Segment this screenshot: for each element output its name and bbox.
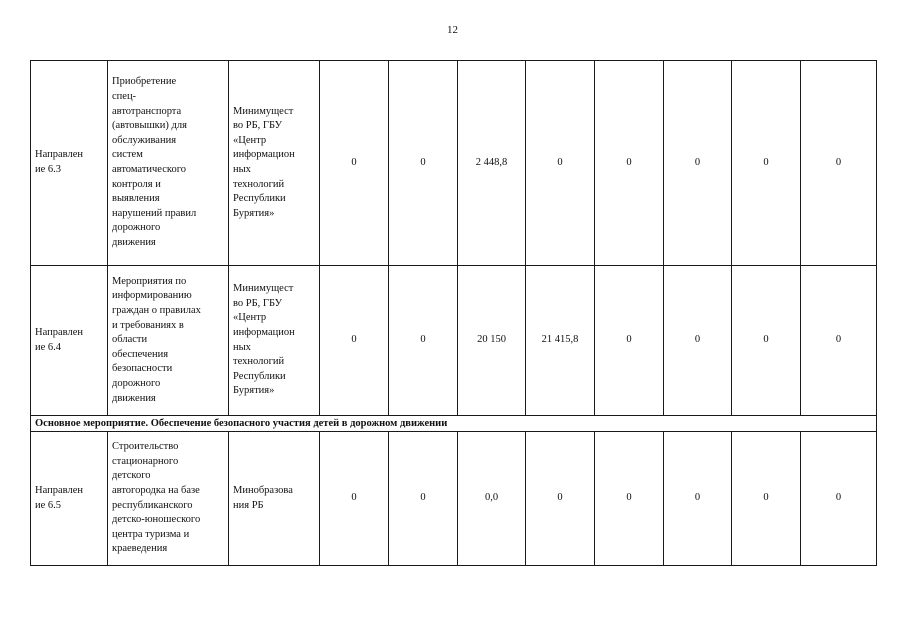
value-cell: 0 [526,61,595,266]
direction-code: Направлен ие 6.5 [35,484,83,511]
value-cell: 0 [320,266,389,416]
executor-cell [229,432,320,566]
value-cell: 0 [801,61,877,266]
executor-name: Минимущест во РБ, ГБУ «Центр информацион ных технологий Республики Бурятия» [233,105,295,219]
value-cell: 0 [389,432,458,566]
budget-table [30,60,877,566]
value-cell: 0 [389,266,458,416]
value-cell: 0 [664,432,732,566]
event-name: Приобретение спец- автотранспорта (автовышки) для обслуживания систем автоматического контроля и выявления нарушений правил дорожного движения [112,76,197,248]
value-cell: 0 [732,266,801,416]
page-number: 12 [447,24,458,36]
value-cell: 0 [595,61,664,266]
value-cell: 20 150 [458,266,526,416]
direction-code: Направлен ие 6.4 [35,326,83,353]
value-cell: 0 [320,61,389,266]
direction-code-cell [31,61,108,266]
table-row [31,61,877,266]
value-cell: 0 [732,432,801,566]
value-cell: 0 [664,266,732,416]
value-cell: 0 [389,61,458,266]
value-cell: 0 [801,266,877,416]
event-name-cell [108,266,229,416]
value-cell: 0,0 [458,432,526,566]
value-cell: 0 [664,61,732,266]
table-row [31,432,877,566]
executor-cell [229,61,320,266]
value-cell: 0 [320,432,389,566]
direction-code-cell [31,432,108,566]
event-name-cell [108,432,229,566]
event-name: Строительство стационарного детского автогородка на базе республиканского детско-юношеского центра туризма и краеведения [112,441,201,555]
value-cell: 0 [801,432,877,566]
table-row [31,266,877,416]
direction-code-cell [31,266,108,416]
section-title: Основное мероприятие. Обеспечение безопасного участия детей в дорожном движении [31,416,877,432]
value-cell: 0 [595,432,664,566]
value-cell: 2 448,8 [458,61,526,266]
value-cell: 21 415,8 [526,266,595,416]
event-name: Мероприятия по информированию граждан о правилах и требованиях в области обеспечения безопасности дорожного движения [112,275,201,404]
value-cell: 0 [526,432,595,566]
direction-code: Направлен ие 6.3 [35,149,83,175]
table-body [31,61,877,566]
executor-name: Минимущест во РБ, ГБУ «Центр информацион ных технологий Республики Бурятия» [233,283,295,397]
section-header-row [31,416,877,432]
value-cell: 0 [595,266,664,416]
executor-cell [229,266,320,416]
value-cell: 0 [732,61,801,266]
event-name-cell [108,61,229,266]
executor-name: Минобразова ния РБ [233,484,293,511]
